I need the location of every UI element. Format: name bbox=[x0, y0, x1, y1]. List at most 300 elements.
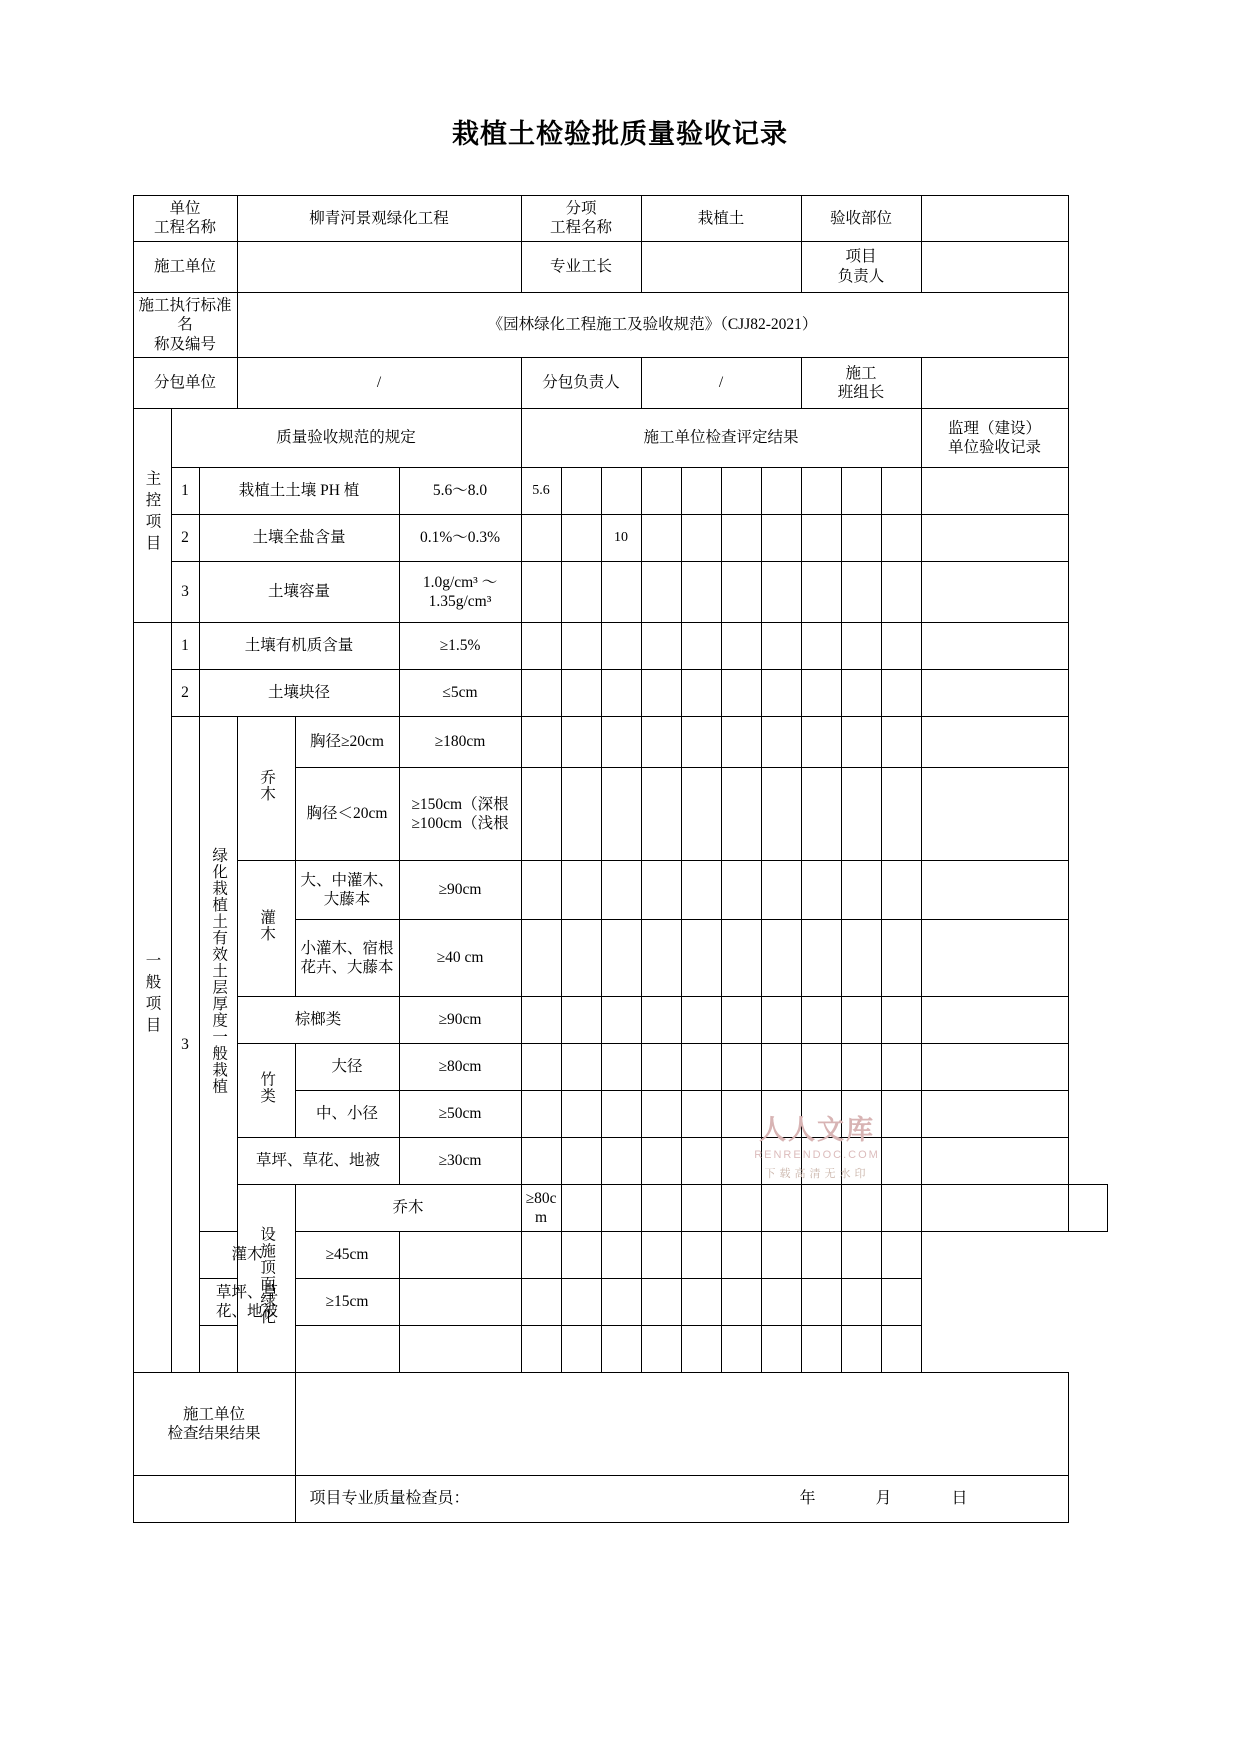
group3-subitem: 大径 bbox=[295, 1043, 399, 1090]
result-cell[interactable] bbox=[601, 669, 641, 716]
result-cell[interactable] bbox=[601, 467, 641, 514]
result-cell[interactable] bbox=[681, 860, 721, 919]
label-construction-unit: 施工单位 bbox=[133, 241, 237, 292]
result-cell[interactable] bbox=[761, 716, 801, 767]
result-cell[interactable] bbox=[841, 716, 881, 767]
result-cell[interactable] bbox=[641, 1137, 681, 1184]
value-construction-check[interactable] bbox=[295, 1372, 1068, 1475]
header-supervision-line2: 单位验收记录 bbox=[948, 438, 1042, 456]
value-team-leader[interactable] bbox=[921, 357, 1068, 408]
result-cell[interactable] bbox=[561, 1231, 601, 1278]
result-cell[interactable] bbox=[601, 767, 641, 860]
supervision-cell[interactable] bbox=[921, 514, 1068, 561]
group3-spec: ≥40 cm bbox=[399, 919, 521, 996]
result-cell[interactable] bbox=[521, 1325, 561, 1372]
general-item-spec: ≤5cm bbox=[399, 669, 521, 716]
result-cell[interactable] bbox=[721, 669, 761, 716]
result-cell[interactable] bbox=[601, 716, 641, 767]
result-cell[interactable] bbox=[761, 622, 801, 669]
result-cell[interactable] bbox=[801, 1231, 841, 1278]
result-cell[interactable] bbox=[761, 1090, 801, 1137]
result-cell[interactable] bbox=[921, 1184, 1068, 1231]
result-cell[interactable] bbox=[801, 514, 841, 561]
supervision-cell[interactable] bbox=[921, 1043, 1068, 1090]
value-unit-project[interactable]: 柳青河景观绿化工程 bbox=[237, 196, 521, 242]
main-item-name: 栽植土土壤 PH 植 bbox=[199, 467, 399, 514]
result-cell[interactable] bbox=[561, 1184, 601, 1231]
result-cell[interactable] bbox=[881, 1090, 921, 1137]
result-cell[interactable] bbox=[601, 1043, 641, 1090]
result-cell[interactable] bbox=[881, 467, 921, 514]
result-cell[interactable] bbox=[721, 1325, 761, 1372]
table-row-subcontractor bbox=[133, 357, 1107, 408]
result-cell[interactable] bbox=[721, 1090, 761, 1137]
result-cell[interactable] bbox=[601, 1278, 641, 1325]
table-row-construction-check bbox=[133, 1372, 1107, 1475]
group3-spec: ≥50cm bbox=[399, 1090, 521, 1137]
label-team-leader bbox=[801, 357, 921, 408]
result-cell[interactable] bbox=[801, 1184, 841, 1231]
result-cell[interactable] bbox=[601, 919, 641, 996]
result-cell[interactable] bbox=[881, 919, 921, 996]
supervision-cell[interactable] bbox=[921, 716, 1068, 767]
result-cell[interactable] bbox=[681, 996, 721, 1043]
supervision-cell[interactable] bbox=[921, 467, 1068, 514]
label-acceptance-part: 验收部位 bbox=[801, 196, 921, 242]
main-item-result[interactable]: 5.6 bbox=[521, 467, 561, 514]
result-cell[interactable] bbox=[881, 767, 921, 860]
result-cell[interactable] bbox=[399, 1231, 521, 1278]
result-cell[interactable] bbox=[561, 622, 601, 669]
result-cell[interactable] bbox=[881, 622, 921, 669]
watermark-domain: RENRENDOC.COM bbox=[754, 1149, 880, 1161]
label-construction-check-line2: 检查结果结果 bbox=[167, 1424, 261, 1442]
value-acceptance-part[interactable] bbox=[921, 196, 1068, 242]
supervision-cell[interactable] bbox=[921, 767, 1068, 860]
main-item-no: 2 bbox=[171, 514, 199, 561]
group3-subitem: 棕榔类 bbox=[237, 996, 399, 1043]
group3-category-text: 灌木 bbox=[258, 909, 276, 943]
label-team-leader-line2: 班组长 bbox=[837, 383, 885, 401]
header-supervision bbox=[921, 408, 1068, 467]
result-cell[interactable] bbox=[601, 1184, 641, 1231]
general-item-name: 土壤块径 bbox=[199, 669, 399, 716]
result-cell[interactable] bbox=[841, 1137, 881, 1184]
result-cell[interactable] bbox=[761, 467, 801, 514]
table-row-column-headers bbox=[133, 408, 1107, 467]
section-label-main-items bbox=[133, 408, 171, 622]
result-cell[interactable] bbox=[761, 1184, 801, 1231]
result-cell[interactable] bbox=[881, 860, 921, 919]
result-cell[interactable] bbox=[561, 1325, 601, 1372]
result-cell[interactable] bbox=[801, 467, 841, 514]
result-cell[interactable] bbox=[761, 1278, 801, 1325]
table-row bbox=[133, 860, 1107, 919]
group3-category-text: 竹类 bbox=[258, 1071, 276, 1105]
label-unit-project bbox=[133, 196, 237, 242]
page-title: 栽植土检验批质量验收记录 bbox=[452, 119, 788, 149]
result-cell[interactable] bbox=[521, 767, 561, 860]
general-item-no: 2 bbox=[171, 669, 199, 716]
result-cell[interactable] bbox=[681, 467, 721, 514]
result-cell[interactable] bbox=[881, 996, 921, 1043]
result-cell[interactable] bbox=[641, 1043, 681, 1090]
supervision-cell[interactable] bbox=[881, 1278, 921, 1325]
facility-subitem: 草坪、草花、地被 bbox=[199, 1278, 295, 1325]
result-cell[interactable] bbox=[801, 1325, 841, 1372]
label-unit-project-line1: 单位 bbox=[169, 200, 201, 217]
result-cell[interactable] bbox=[641, 467, 681, 514]
group3-subitem: 胸径≥20cm bbox=[295, 716, 399, 767]
label-subcontractor: 分包单位 bbox=[133, 357, 237, 408]
result-cell[interactable] bbox=[801, 622, 841, 669]
result-cell[interactable] bbox=[641, 622, 681, 669]
result-cell[interactable] bbox=[841, 767, 881, 860]
general-item-spec: ≥1.5% bbox=[399, 622, 521, 669]
supervision-cell[interactable] bbox=[921, 561, 1068, 622]
table-row-unit-project bbox=[133, 196, 1107, 242]
result-cell[interactable] bbox=[521, 1137, 561, 1184]
result-cell[interactable] bbox=[681, 767, 721, 860]
result-cell[interactable] bbox=[761, 767, 801, 860]
result-cell[interactable] bbox=[681, 1043, 721, 1090]
group3-spec: ≥80cm bbox=[399, 1043, 521, 1090]
table-row bbox=[133, 996, 1107, 1043]
label-standard bbox=[133, 292, 237, 357]
table-row bbox=[133, 1231, 1107, 1278]
result-cell[interactable] bbox=[561, 1137, 601, 1184]
result-cell[interactable] bbox=[601, 622, 641, 669]
main-item-name: 土壤容量 bbox=[199, 561, 399, 622]
main-item-spec: 5.6～8.0 bbox=[399, 467, 521, 514]
table-row bbox=[133, 622, 1107, 669]
result-cell[interactable] bbox=[801, 996, 841, 1043]
result-cell[interactable] bbox=[641, 919, 681, 996]
result-cell[interactable] bbox=[601, 561, 641, 622]
result-cell[interactable] bbox=[721, 1184, 761, 1231]
result-cell[interactable] bbox=[521, 514, 561, 561]
value-standard[interactable]: 《园林绿化工程施工及验收规范》（CJJ82-2021） bbox=[237, 292, 1068, 357]
result-cell[interactable] bbox=[761, 860, 801, 919]
acceptance-record-table bbox=[133, 195, 1108, 1523]
result-cell[interactable] bbox=[681, 1137, 721, 1184]
result-cell[interactable] bbox=[521, 669, 561, 716]
result-cell[interactable] bbox=[721, 716, 761, 767]
group3-subitem: 草坪、草花、地被 bbox=[237, 1137, 399, 1184]
result-cell[interactable] bbox=[399, 1325, 521, 1372]
label-sub-leader: 分包负责人 bbox=[521, 357, 641, 408]
group3-category bbox=[237, 1043, 295, 1137]
result-cell[interactable] bbox=[681, 1184, 721, 1231]
header-supervision-line1: 监理（建设） bbox=[948, 419, 1042, 437]
result-cell[interactable] bbox=[721, 622, 761, 669]
table-row bbox=[133, 1184, 1107, 1231]
group3-subitem: 中、小径 bbox=[295, 1090, 399, 1137]
label-standard-line2: 称及编号 bbox=[153, 335, 216, 353]
result-cell[interactable] bbox=[761, 1137, 801, 1184]
result-cell[interactable] bbox=[841, 467, 881, 514]
result-cell[interactable] bbox=[801, 1278, 841, 1325]
result-cell[interactable] bbox=[721, 561, 761, 622]
table-row bbox=[133, 1043, 1107, 1090]
group3-spec bbox=[399, 767, 521, 860]
main-item-spec bbox=[399, 561, 521, 622]
label-month: 月 bbox=[875, 1489, 892, 1507]
general-item-name: 土壤有机质含量 bbox=[199, 622, 399, 669]
header-spec: 质量验收规范的规定 bbox=[171, 408, 521, 467]
result-cell[interactable] bbox=[761, 1325, 801, 1372]
supervision-cell[interactable] bbox=[921, 622, 1068, 669]
result-cell[interactable] bbox=[521, 919, 561, 996]
result-cell[interactable] bbox=[761, 561, 801, 622]
result-cell[interactable] bbox=[841, 561, 881, 622]
label-sub-project-line1: 分项 bbox=[565, 200, 597, 217]
table-row bbox=[133, 561, 1107, 622]
result-cell[interactable] bbox=[721, 1137, 761, 1184]
supervision-cell[interactable] bbox=[921, 1137, 1068, 1184]
result-cell[interactable] bbox=[761, 514, 801, 561]
result-cell[interactable] bbox=[641, 860, 681, 919]
result-cell[interactable] bbox=[521, 1090, 561, 1137]
spacer-cell bbox=[133, 1475, 295, 1522]
result-cell[interactable] bbox=[761, 1043, 801, 1090]
result-cell[interactable] bbox=[601, 860, 641, 919]
result-cell[interactable] bbox=[841, 860, 881, 919]
watermark-title: 人人文库 bbox=[759, 1115, 875, 1145]
result-cell[interactable] bbox=[681, 1325, 721, 1372]
result-cell[interactable] bbox=[881, 561, 921, 622]
result-cell[interactable] bbox=[681, 919, 721, 996]
table-row-construction-unit bbox=[133, 241, 1107, 292]
result-cell[interactable] bbox=[761, 919, 801, 996]
result-cell[interactable] bbox=[801, 561, 841, 622]
section-label-general-items bbox=[133, 622, 171, 1372]
result-cell[interactable] bbox=[681, 1278, 721, 1325]
result-cell[interactable] bbox=[561, 996, 601, 1043]
result-cell[interactable] bbox=[561, 1090, 601, 1137]
group3-label bbox=[199, 716, 237, 1231]
result-cell[interactable] bbox=[881, 514, 921, 561]
group3-subitem: 大、中灌木、大藤本 bbox=[295, 860, 399, 919]
result-cell[interactable] bbox=[841, 1278, 881, 1325]
value-construction-unit[interactable] bbox=[237, 241, 521, 292]
result-cell[interactable] bbox=[881, 1043, 921, 1090]
label-unit-project-line2: 工程名称 bbox=[153, 219, 216, 237]
result-cell[interactable] bbox=[841, 669, 881, 716]
result-cell[interactable] bbox=[801, 767, 841, 860]
result-cell[interactable] bbox=[641, 669, 681, 716]
result-cell[interactable] bbox=[521, 1278, 561, 1325]
result-cell[interactable] bbox=[561, 919, 601, 996]
label-sub-project-line2: 工程名称 bbox=[550, 219, 613, 237]
result-cell[interactable] bbox=[801, 1137, 841, 1184]
group3-no: 3 bbox=[171, 716, 199, 1372]
result-cell[interactable] bbox=[561, 669, 601, 716]
result-cell[interactable] bbox=[561, 1278, 601, 1325]
result-cell[interactable] bbox=[681, 716, 721, 767]
result-cell[interactable] bbox=[561, 467, 601, 514]
result-cell[interactable] bbox=[801, 1090, 841, 1137]
result-cell[interactable] bbox=[801, 860, 841, 919]
table-row bbox=[133, 514, 1107, 561]
result-cell[interactable] bbox=[841, 514, 881, 561]
result-cell[interactable] bbox=[721, 1278, 761, 1325]
result-cell[interactable] bbox=[801, 919, 841, 996]
result-cell[interactable] bbox=[561, 860, 601, 919]
result-cell[interactable] bbox=[561, 716, 601, 767]
group3-spec: ≥90cm bbox=[399, 996, 521, 1043]
table-row bbox=[133, 716, 1107, 767]
label-inspector: 项目专业质量检查员： bbox=[309, 1489, 470, 1507]
group3-subitem: 小灌木、宿根花卉、大藤本 bbox=[295, 919, 399, 996]
supervision-cell[interactable] bbox=[881, 1325, 921, 1372]
facility-subitem-blank[interactable] bbox=[199, 1325, 295, 1372]
result-cell[interactable] bbox=[641, 1231, 681, 1278]
result-cell[interactable] bbox=[881, 1137, 921, 1184]
supervision-cell[interactable] bbox=[921, 860, 1068, 919]
supervision-cell[interactable] bbox=[921, 669, 1068, 716]
result-cell[interactable] bbox=[521, 860, 561, 919]
facility-subitem: 灌木 bbox=[199, 1231, 295, 1278]
main-item-name: 土壤全盐含量 bbox=[199, 514, 399, 561]
table-row bbox=[133, 1325, 1107, 1372]
group3-spec-line2: ≥100cm（浅根 bbox=[411, 814, 509, 832]
main-item-spec-line2: 1.35g/cm³ bbox=[428, 592, 492, 610]
label-standard-line1: 施工执行标准名 bbox=[138, 296, 232, 334]
group3-spec: ≥90cm bbox=[399, 860, 521, 919]
result-cell[interactable] bbox=[721, 919, 761, 996]
result-cell[interactable] bbox=[561, 767, 601, 860]
result-cell[interactable] bbox=[841, 1090, 881, 1137]
value-foreman[interactable] bbox=[641, 241, 801, 292]
result-cell[interactable] bbox=[761, 669, 801, 716]
result-cell[interactable] bbox=[601, 1090, 641, 1137]
result-cell[interactable] bbox=[601, 1231, 641, 1278]
result-cell[interactable] bbox=[841, 1043, 881, 1090]
general-item-no: 1 bbox=[171, 622, 199, 669]
result-cell[interactable] bbox=[881, 669, 921, 716]
result-cell[interactable] bbox=[881, 716, 921, 767]
value-subcontractor[interactable]: / bbox=[237, 357, 521, 408]
result-cell[interactable] bbox=[841, 1184, 881, 1231]
section-label-main-items-text: 主控项目 bbox=[143, 469, 161, 556]
result-cell[interactable] bbox=[721, 467, 761, 514]
result-cell[interactable] bbox=[681, 1090, 721, 1137]
result-cell[interactable] bbox=[641, 514, 681, 561]
result-cell[interactable] bbox=[601, 1325, 641, 1372]
result-cell[interactable] bbox=[801, 716, 841, 767]
group3-category bbox=[237, 716, 295, 860]
result-cell[interactable] bbox=[681, 669, 721, 716]
result-cell[interactable] bbox=[521, 716, 561, 767]
label-project-leader bbox=[801, 241, 921, 292]
label-construction-check-line1: 施工单位 bbox=[182, 1405, 245, 1423]
result-cell[interactable] bbox=[721, 1231, 761, 1278]
value-project-leader[interactable] bbox=[921, 241, 1068, 292]
facility-spec: ≥80cm bbox=[521, 1184, 561, 1231]
supervision-cell[interactable] bbox=[921, 996, 1068, 1043]
supervision-cell[interactable] bbox=[921, 919, 1068, 996]
label-project-leader-line2: 负责人 bbox=[837, 267, 885, 285]
supervision-cell[interactable] bbox=[881, 1231, 921, 1278]
facility-spec-blank[interactable] bbox=[295, 1325, 399, 1372]
section-label-general-items-text: 一般项目 bbox=[143, 951, 161, 1038]
group3-category bbox=[237, 860, 295, 996]
result-cell[interactable] bbox=[641, 561, 681, 622]
result-cell[interactable] bbox=[561, 561, 601, 622]
table-row bbox=[133, 669, 1107, 716]
header-check-result: 施工单位检查评定结果 bbox=[521, 408, 921, 467]
result-cell[interactable] bbox=[681, 1231, 721, 1278]
main-item-no: 3 bbox=[171, 561, 199, 622]
result-cell[interactable] bbox=[841, 919, 881, 996]
result-cell[interactable] bbox=[601, 996, 641, 1043]
main-item-spec-line1: 1.0g/cm³ ～ bbox=[422, 573, 498, 591]
result-cell[interactable] bbox=[641, 1184, 681, 1231]
value-sub-leader[interactable]: / bbox=[641, 357, 801, 408]
result-cell[interactable] bbox=[761, 996, 801, 1043]
result-cell[interactable] bbox=[721, 514, 761, 561]
group3-spec: ≥30cm bbox=[399, 1137, 521, 1184]
result-cell[interactable] bbox=[521, 561, 561, 622]
result-cell[interactable] bbox=[681, 561, 721, 622]
main-item-spec: 0.1%～0.3% bbox=[399, 514, 521, 561]
result-cell[interactable] bbox=[641, 767, 681, 860]
result-cell[interactable] bbox=[721, 767, 761, 860]
result-cell[interactable] bbox=[521, 1043, 561, 1090]
result-cell[interactable] bbox=[841, 996, 881, 1043]
result-cell[interactable] bbox=[841, 1325, 881, 1372]
result-cell[interactable] bbox=[841, 1231, 881, 1278]
main-item-result[interactable]: 10 bbox=[601, 514, 641, 561]
group3-subitem: 胸径＜20cm bbox=[295, 767, 399, 860]
result-cell[interactable] bbox=[641, 1278, 681, 1325]
result-cell[interactable] bbox=[761, 1231, 801, 1278]
table-row bbox=[133, 1137, 1107, 1184]
result-cell[interactable] bbox=[721, 996, 761, 1043]
facility-spec: ≥15cm bbox=[295, 1278, 399, 1325]
result-cell[interactable] bbox=[681, 514, 721, 561]
result-cell[interactable] bbox=[641, 996, 681, 1043]
result-cell[interactable] bbox=[399, 1278, 521, 1325]
facility-subitem: 乔木 bbox=[295, 1184, 521, 1231]
result-cell[interactable] bbox=[841, 622, 881, 669]
group3-spec-line1: ≥150cm（深根 bbox=[411, 795, 509, 813]
value-sub-project[interactable]: 栽植土 bbox=[641, 196, 801, 242]
inspector-signature-row bbox=[295, 1475, 1068, 1522]
result-cell[interactable] bbox=[801, 669, 841, 716]
result-cell[interactable] bbox=[601, 1137, 641, 1184]
result-cell[interactable] bbox=[641, 1325, 681, 1372]
result-cell[interactable] bbox=[521, 996, 561, 1043]
result-cell[interactable] bbox=[721, 860, 761, 919]
main-item-no: 1 bbox=[171, 467, 199, 514]
label-team-leader-line1: 施工 bbox=[845, 364, 877, 382]
result-cell[interactable] bbox=[881, 1184, 921, 1231]
label-sub-project bbox=[521, 196, 641, 242]
result-cell[interactable] bbox=[521, 1231, 561, 1278]
result-cell[interactable] bbox=[561, 514, 601, 561]
supervision-cell[interactable] bbox=[921, 1090, 1068, 1137]
result-cell[interactable] bbox=[641, 716, 681, 767]
result-cell[interactable] bbox=[721, 1043, 761, 1090]
result-cell[interactable] bbox=[641, 1090, 681, 1137]
result-cell[interactable] bbox=[681, 622, 721, 669]
result-cell[interactable] bbox=[521, 622, 561, 669]
result-cell[interactable] bbox=[801, 1043, 841, 1090]
supervision-cell[interactable] bbox=[1068, 1184, 1107, 1231]
result-cell[interactable] bbox=[561, 1043, 601, 1090]
